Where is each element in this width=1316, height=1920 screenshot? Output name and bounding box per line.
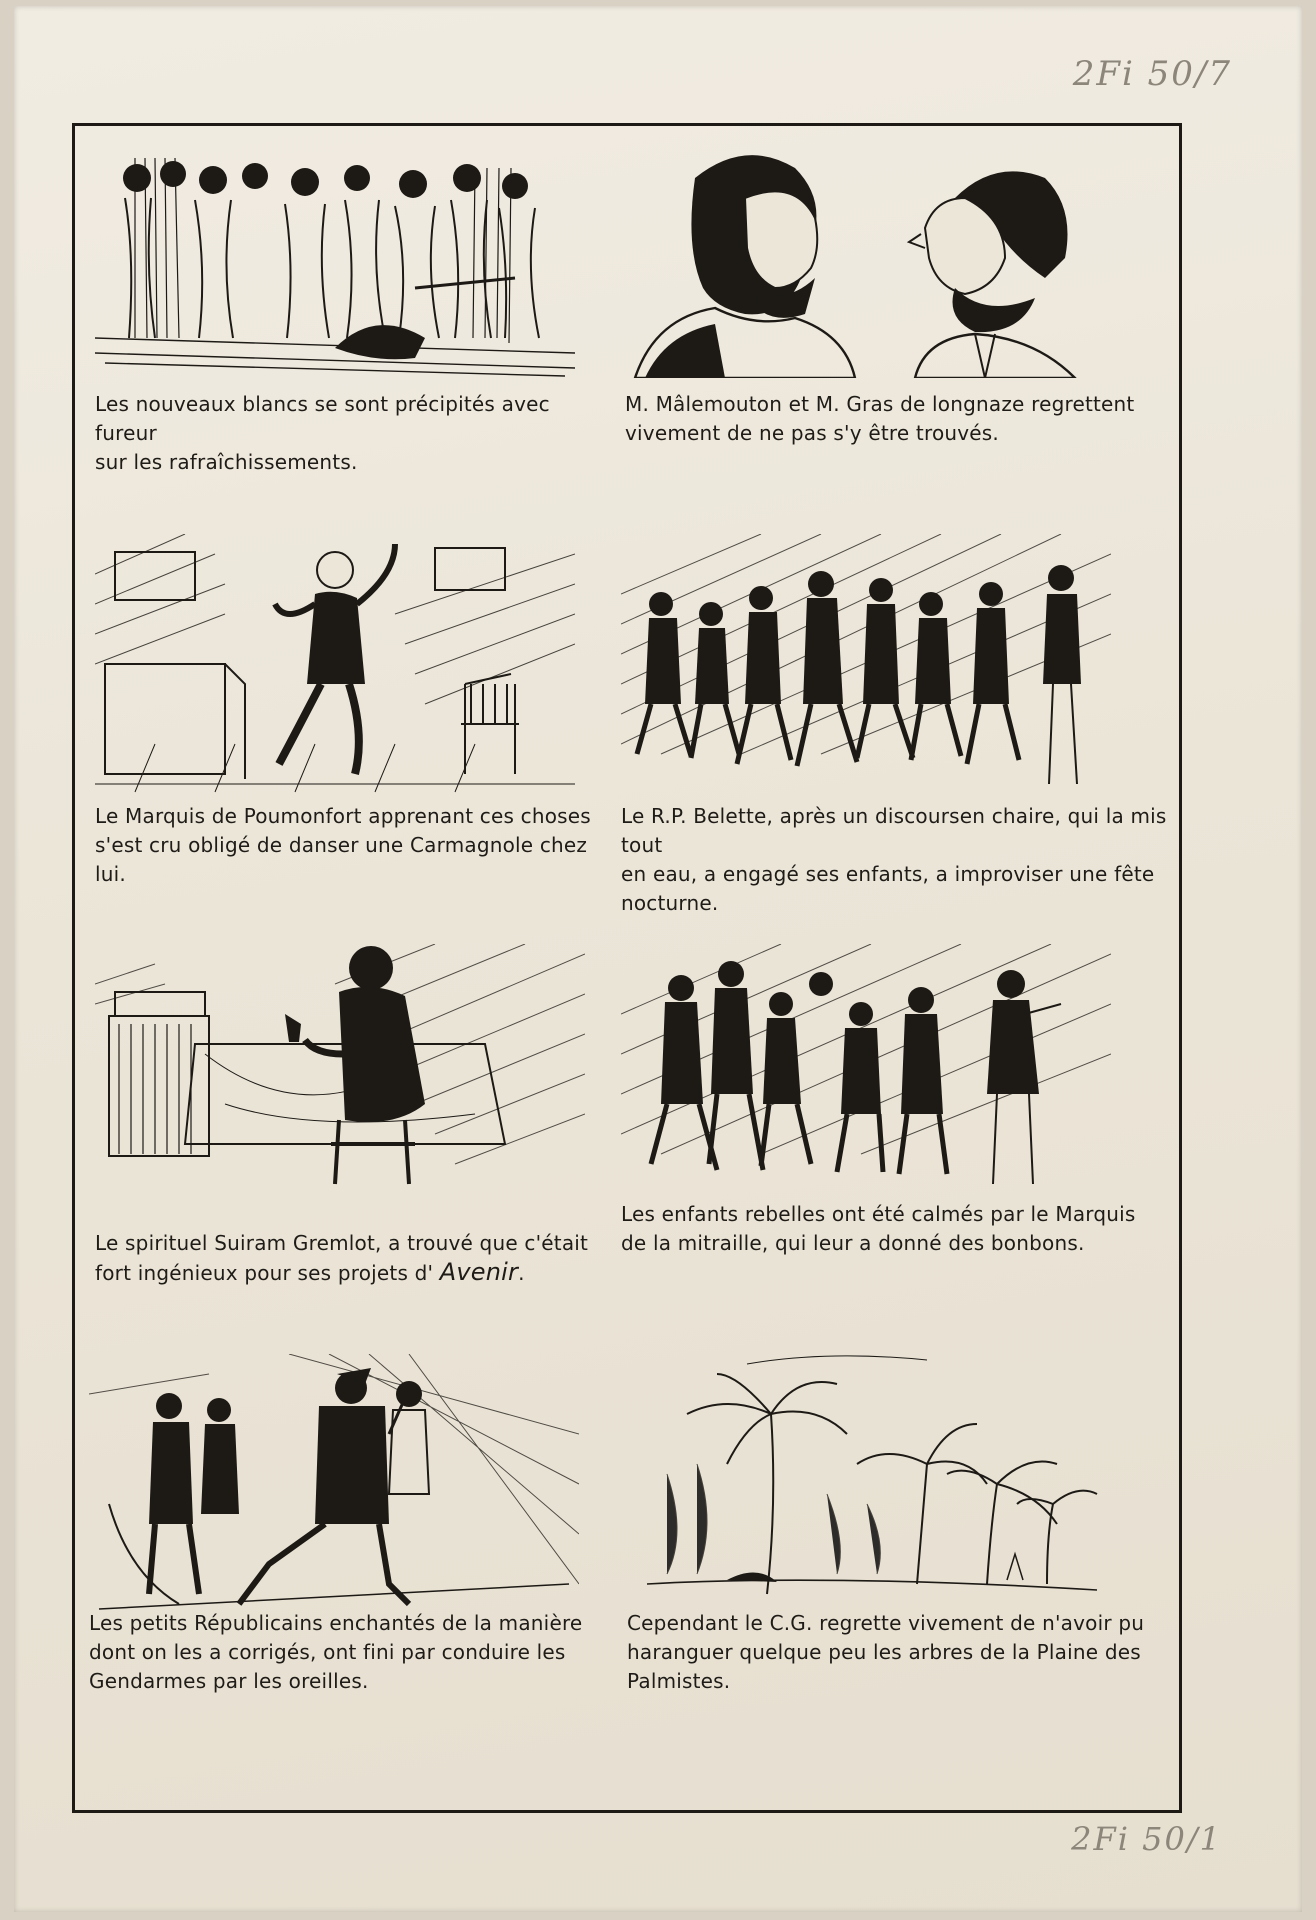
- marquis-illustration: [621, 944, 1111, 1194]
- palm-trees-illustration: [627, 1354, 1107, 1604]
- panel-7-caption: Les petits Républicains enchantés de la manière dont on les a corrigés, ont fini par conduire les Gendarmes par les oreilles.: [89, 1611, 583, 1693]
- panel-8-illustration: [627, 1354, 1107, 1604]
- panel-2-caption: M. Mâlemouton et M. Gras de longnaze regrettent vivement de ne pas s'y être trouvés.: [625, 392, 1135, 445]
- print-frame: [72, 123, 1182, 1813]
- boys-crowd-illustration: [621, 534, 1111, 794]
- panel-5-caption-lead: Le spirituel Suiram Gremlot, a trouvé que c'était fort ingénieux pour ses projets d': [95, 1231, 589, 1285]
- paper-sheet: [14, 6, 1302, 1912]
- portraits-illustration: [625, 138, 1105, 378]
- panel-5-caption-tail: .: [518, 1261, 525, 1285]
- panel-3-illustration: [95, 534, 575, 794]
- panel-3-caption: Le Marquis de Poumonfort apprenant ces choses s'est cru obligé de danser une Carmagnole chez lui.: [95, 804, 591, 886]
- panel-1-illustration: [95, 138, 575, 378]
- panel-4-caption: Le R.P. Belette, après un discoursen chaire, qui la mis tout en eau, a engagé ses enfants, a improviser une fête nocturne.: [621, 804, 1167, 915]
- panel-7-illustration: [89, 1354, 579, 1614]
- panel-2: [625, 138, 1165, 458]
- panel-7: [89, 1354, 615, 1694]
- panel-3: [95, 534, 615, 886]
- panel-6: [621, 944, 1169, 1264]
- writer-illustration: [95, 944, 585, 1194]
- archive-reference-top: 2Fi 50/7: [1072, 54, 1232, 94]
- gendarmes-illustration: [89, 1354, 579, 1614]
- archive-reference-bottom: 2Fi 50/1: [1071, 1820, 1222, 1858]
- panel-2-illustration: [625, 138, 1105, 378]
- dancer-illustration: [95, 534, 575, 794]
- panel-5-caption: [95, 1200, 588, 1288]
- panel-4-illustration: [621, 534, 1111, 794]
- panel-1-caption: Les nouveaux blancs se sont précipités avec fureur sur les rafraîchissements.: [95, 392, 550, 474]
- panel-8-caption: Cependant le C.G. regrette vivement de n'avoir pu haranguer quelque peu les arbres de la Plaine des Palmistes.: [627, 1611, 1145, 1693]
- panel-5-illustration: [95, 944, 585, 1194]
- panel-5-caption-italic: Avenir: [439, 1258, 519, 1286]
- panel-6-illustration: [621, 944, 1111, 1194]
- crowd-illustration: [95, 138, 575, 378]
- panel-1: [95, 138, 615, 474]
- panel-4: [621, 534, 1169, 915]
- panel-8: [627, 1354, 1167, 1694]
- panel-5: [95, 944, 615, 1286]
- panel-6-caption: Les enfants rebelles ont été calmés par le Marquis de la mitraille, qui leur a donné des bonbons.: [621, 1202, 1136, 1255]
